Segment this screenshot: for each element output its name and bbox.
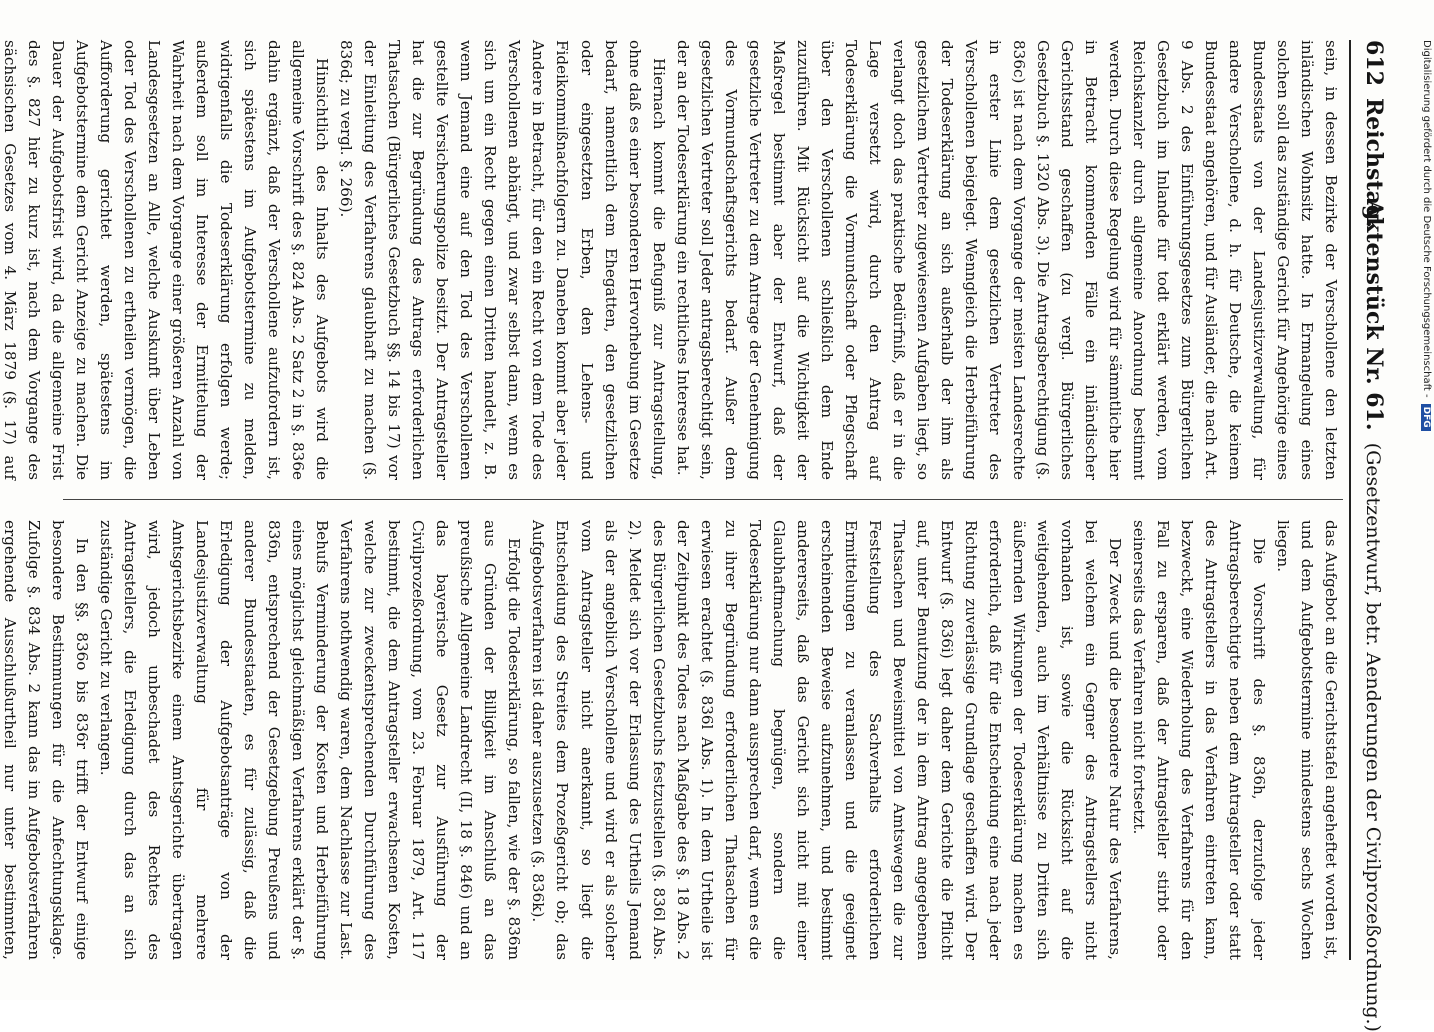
header-reichstag: Reichstag. [1361, 98, 1387, 228]
text-column-left [1, 40, 1343, 480]
header-title-rest: (Gesetzentwurf, betr. Aenderungen der Civilprozeßordnung.) [1362, 442, 1384, 1032]
paragraph: das Aufgebot an die Gerichtstafel angeheftet worden ist, und dem Aufgebotstermine mindestens sechs Wochen liegen. [1273, 520, 1340, 960]
digitization-text: Digitalisierung gefördert durch die Deutsche Forschungsgemeinschaft - [1421, 40, 1432, 398]
paragraph: Der Zweck und die besondere Natur des Verfahrens, bei welchem ein Gegner des Antragstellers nicht vorhanden ist, sowie die Rücksicht auf die weitgehenden, auch im Verhältnisse zu Dritten sich äußernden Wirkungen der Todeserklärung machen es erforderlich, daß für die Entscheidung eine nach jeder Richtung zuverlässige Grundlage geschaffen wird. Der Entwurf (§. 836i) legt daher dem Gerichte die Pflicht auf, unter Benutzung der in dem Antrag angegebenen Thatsachen und Beweismittel von Amtswegen die zur Feststellung des Sachverhalts erforderlichen Ermittelungen zu veranlassen und die geeignet erscheinenden Beweise aufzunehmen, und bestimmt andererseits, daß das Gericht sich nicht mit einer Glaubhaftmachung begnügen, sondern die Todeserklärung nur dann aussprechen darf, wenn es die zu ihrer Begründung erforderlichen Thatsachen für erwiesen erachtet (§. 836l Abs. 1). In dem Urtheile ist der Zeitpunkt des Todes nach Maßgabe des §. 18 Abs. 2 des Bürgerlichen Gesetzbuchs festzustellen (§. 836l Abs. 2). Meldet sich vor der Erlassung des Urtheils Jemand als der angeblich Verschollene und wird er als solcher vom Antragsteller nicht anerkannt, so liegt die Entscheidung des Streites dem Prozeßgericht ob; das Aufgebotsverfahren ist daher auszusetzen (§. 836k). [529, 520, 1124, 960]
header-title-bold: Aktenstück Nr. 61. [1361, 200, 1387, 431]
digitization-note [1414, 40, 1432, 960]
paragraph: Hiernach kommt die Befugniß zur Antragstellung, ohne daß es einer besonderen Hervorhebung im Gesetze bedarf, namentlich dem Ehegatten, den gesetzlichen oder eingesetzten Erben, den Lehens- und Fideikommißnachfolgern zu. Daneben kommt aber jeder Andere in Betracht, für den ein Recht von dem Tode des Verschollenen abhängt, und zwar selbst dann, wenn es sich um ein Recht gegen einen Dritten handelt, z. B. wenn Jemand eine auf den Tod des Verschollenen gestellte Versicherungspolize besitzt. Der Antragsteller hat die zur Begründung des Antrags erforderlichen Thatsachen (Bürgerliches Gesetzbuch §§. 14 bis 17) vor der Einleitung des Verfahrens glaubhaft zu machen (§. 836d; zu vergl. §. 266). [337, 40, 668, 480]
page-header [1353, 40, 1393, 1032]
header-rule [1349, 40, 1351, 960]
paragraph: In den §§. 836o bis 836r trifft der Entwurf einige besondere Bestimmungen für die Anfechtungsklage. Zufolge §. 834 Abs. 2 kann das im Aufgebotsverfahren ergehende Ausschlußurtheil nur unter bestimmten, [1, 520, 92, 960]
header-title [1361, 200, 1387, 1032]
column-separator [63, 499, 1343, 500]
paragraph: Hinsichtlich des Inhalts des Aufgebots wird die allgemeine Vorschrift des §. 824 Abs. 2 Satz 2 in §. 836e dahin ergänzt, daß der Verschollene aufzufordern ist, sich spätestens im Aufgebotstermine zu melden, widrigenfalls die Todeserklärung erfolgen werde; außerdem soll im Interesse der Ermittelung der Wahrheit nach dem Vorgange einer größeren Anzahl von Landesgesetzen an Alle, welche Auskunft über Leben oder Tod des Verschollenen zu ertheilen vermögen, die Aufforderung gerichtet werden, spätestens im Aufgebotstermine dem Gericht Anzeige zu machen. Die Dauer der Aufgebotsfrist wird, da die allgemeine Frist des §. 827 hier zu kurz ist, nach dem Vorgange des sächsischen Gesetzes vom 4. März 1879 (§. 17) auf [1, 40, 332, 480]
paragraph: Erfolgt die Todeserklärung, so fallen, wie der §. 836m aus Gründen der Billigkeit im Anschluß an das preußische Allgemeine Landrecht (II, 18 §. 846) und an das bayerische Gesetz zur Ausführung der Civilprozeßordnung, vom 23. Februar 1879, Art. 117 bestimmt, die dem Antragsteller erwachsenen Kosten, welche zur zweckentsprechenden Durchführung des Verfahrens nothwendig waren, dem Nachlasse zur Last. Behufs Verminderung der Kosten und Herbeiführung eines möglichst gleichmäßigen Verfahrens erklärt der §. 836n, entsprechend der Gesetzgebung Preußens und anderer Bundesstaaten, es für zulässig, daß die Erledigung der Aufgebotsanträge von der Landesjustizverwaltung für mehrere Amtsgerichtsbezirke einem Amtsgerichte übertragen wird, jedoch unbeschadet des Rechtes des Antragstellers, die Erledigung durch das an sich zuständige Gericht zu verlangen. [97, 520, 524, 960]
paragraph: sein, in dessen Bezirke der Verschollene den letzten inländischen Wohnsitz hatte. In Ermangelung eines solchen soll das zuständige Gericht für Angehörige eines Bundesstaats von der Landesjustizverwaltung, für andere Verschollene, d. h. für Deutsche, die keinem Bundesstaat angehören, und für Ausländer, die nach Art. 9 Abs. 2 des Einführungsgesetzes zum Bürgerlichen Gesetzbuch im Inlande für todt erklärt werden, vom Reichskanzler durch allgemeine Anordnung bestimmt werden. Durch diese Regelung wird für sämmtliche hier in Betracht kommenden Fälle ein inländischer Gerichtsstand geschaffen (zu vergl. Bürgerliches Gesetzbuch §. 1320 Abs. 3). Die Antragsberechtigung (§. 836c) ist nach dem Vorgange der meisten Landesrechte in erster Linie dem gesetzlichen Vertreter des Verschollenen beigelegt. Wenngleich die Herbeiführung der Todeserklärung an sich außerhalb der ihm als gesetzlichem Vertreter zugewiesenen Aufgaben liegt, so verlangt doch das praktische Bedürfniß, daß er in die Lage versetzt wird, durch den Antrag auf Todeserklärung die Vormundschaft oder Pflegschaft über den Verschollenen schließlich dem Ende zuzuführen. Mit Rücksicht auf die Wichtigkeit der Maßregel bestimmt aber der Entwurf, daß der gesetzliche Vertreter zu dem Antrage der Genehmigung des Vormundschaftsgerichts bedarf. Außer dem gesetzlichen Vertreter soll Jeder antragsberechtigt sein, der an der Todeserklärung ein rechtliches Interesse hat. [673, 40, 1340, 480]
page-number: 612 [1361, 40, 1387, 86]
text-column-right [1, 520, 1343, 960]
dfg-logo: DFG [1421, 404, 1431, 431]
paragraph: Die Vorschrift des §. 836h, derzufolge jeder Antragsberechtigte neben dem Antragsteller oder statt des Antragstellers in das Verfahren eintreten kann, bezweckt, eine Wiederholung des Verfahrens für den Fall zu ersparen, daß der Antragsteller stirbt oder seinerseits das Verfahren nicht fortsetzt. [1129, 520, 1268, 960]
